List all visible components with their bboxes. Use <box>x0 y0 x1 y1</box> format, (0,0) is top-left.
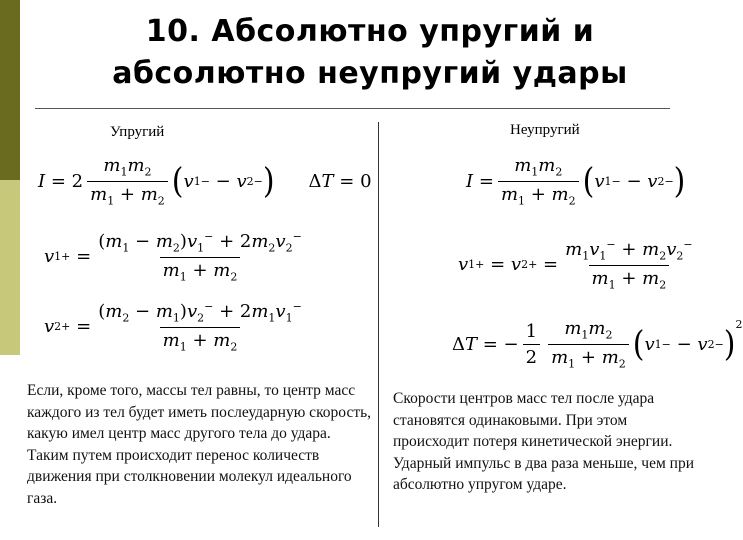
formula-inelastic-energy-loss: Δ T = − $\frac{1}{2}$ $\frac{m_1m_2}{m_1 + m_2}$ ( v 1 − − v 2 − ) $^2$ <box>452 318 743 371</box>
left-paragraph: Если, кроме того, массы тел равны, то центр масс каждого из тел будет иметь послеударную скорость, какую имел центр масс другого тела до удара. Таким путем происходит перенос количеств движения при столкновении молекул идеального газа. <box>27 382 372 507</box>
decor-stripe-light <box>0 180 20 355</box>
left-heading: Упругий <box>110 124 165 140</box>
title-divider <box>35 108 670 109</box>
formula-elastic-v1: v 1 + = $\frac{(m_1 - m_2)v_1^- + 2m_2v_2^-}{m_1 + m_2}$ <box>44 230 302 284</box>
formula-elastic-v2: v 2 + = $\frac{(m_2 - m_1)v_2^- + 2m_1v_1^-}{m_1 + m_2}$ <box>44 300 302 354</box>
page-title-line2: абсолютно неупругий удары <box>112 56 628 91</box>
formula-inelastic-velocity: v 1 + = v 2 + = $\frac{m_1v_1^- + m_2v_2^-}{m_1 + m_2}$ <box>458 238 693 292</box>
formula-inelastic-impulse: I = $\frac{m_1m_2}{m_1 + m_2}$ ( v 1 − − v 2 − ) <box>466 155 686 208</box>
column-divider <box>378 122 379 527</box>
decor-stripe-white <box>0 355 20 540</box>
formula-elastic-impulse: I = 2 $\frac{m_1m_2}{m_1 + m_2}$ ( v 1 − − v 2 − ) ΔT = 0 <box>38 155 372 208</box>
right-heading: Неупругий <box>510 122 580 138</box>
right-paragraph: Скорости центров масс тел после удара становятся одинаковыми. При этом происходит потеря кинетической энергии. Ударный импульс в два раза меньше, чем при абсолютно упругом ударе. <box>393 390 694 493</box>
decor-stripe-dark <box>0 0 20 180</box>
page-title-line1: 10. Абсолютно упругий и <box>145 14 595 49</box>
